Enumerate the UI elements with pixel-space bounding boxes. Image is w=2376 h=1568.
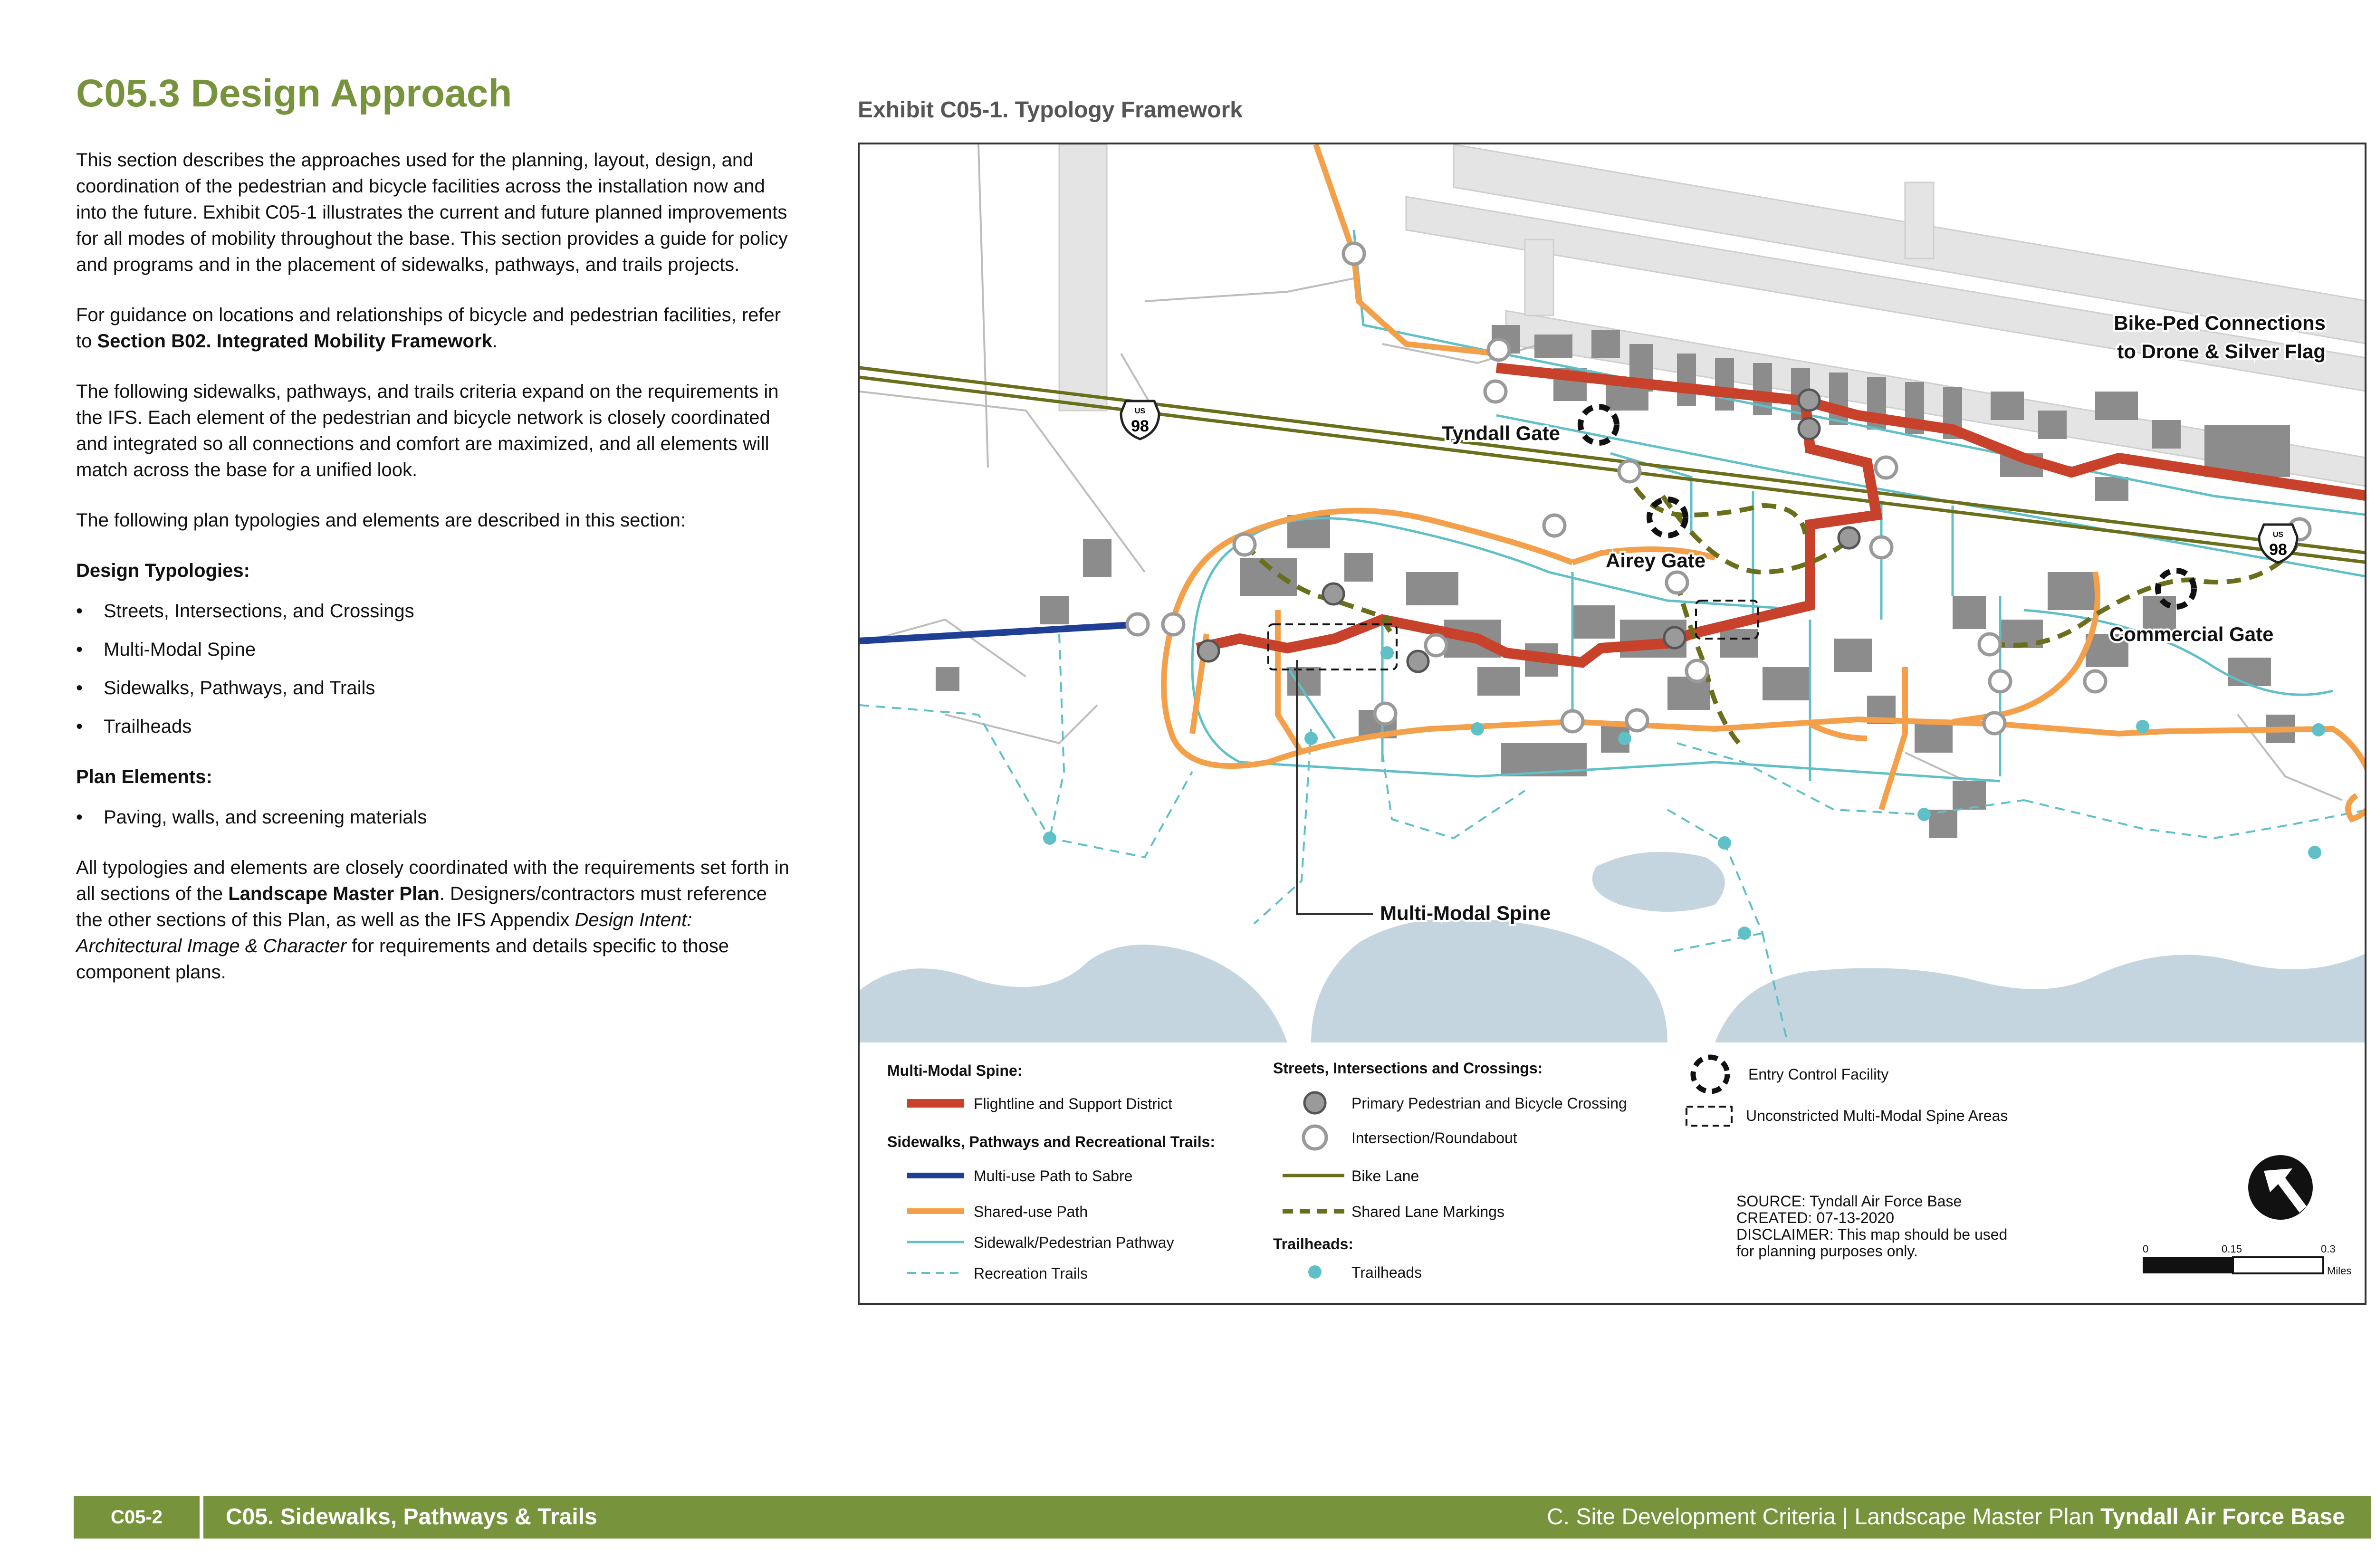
- legend-primary-crossing-symbol: [1304, 1092, 1325, 1113]
- map-legend: [887, 1057, 2008, 1282]
- closing-text-2: . Designers/contractors must reference the other sections of this Plan, as well as the IFS Appendix: [76, 883, 767, 930]
- legend-intersection-label: Intersection/Roundabout: [1351, 1129, 1517, 1147]
- plan-elements-list: [76, 804, 798, 831]
- typologies-intro: The following plan typologies and elements are described in this section:: [76, 510, 686, 531]
- created-line: CREATED: 07-13-2020: [1736, 1209, 1894, 1226]
- bike-ped-label-line1: Bike-Ped Connections: [2114, 312, 2326, 334]
- disclaimer-line-2: for planning purposes only.: [1736, 1243, 1918, 1260]
- guidance-paragraph: [76, 302, 798, 354]
- route-us-label: US: [1134, 407, 1146, 415]
- legend-ecf-label: Entry Control Facility: [1748, 1066, 1889, 1083]
- closing-text-1: All typologies and elements are closely coordinated with the requirements set forth in all sections of the: [76, 857, 789, 904]
- legend-flightline-label: Flightline and Support District: [974, 1095, 1172, 1112]
- footer-divider: [200, 1496, 203, 1539]
- exhibit-title: Exhibit C05-1. Typology Framework: [858, 97, 1243, 123]
- criteria-paragraph: The following sidewalks, pathways, and trails criteria expand on the requirements in the IFS. Each element of the pedestrian and bicycle network is closely coordinated and integrated so all connections and comfort are maximized, and all elements will match across the base for a unified look.: [76, 381, 779, 480]
- legend-unconstricted-symbol: [1686, 1107, 1732, 1126]
- closing-bold: Landscape Master Plan: [228, 883, 440, 904]
- typology-map: [860, 144, 2366, 1305]
- legend-sidewalk-label: Sidewalk/Pedestrian Pathway: [974, 1234, 1174, 1251]
- map-frame: [858, 143, 2366, 1305]
- legend-multiuse-label: Multi-use Path to Sabre: [974, 1167, 1133, 1185]
- source-line: SOURCE: Tyndall Air Force Base: [1736, 1193, 1962, 1210]
- legend-spine-heading: Multi-Modal Spine:: [887, 1062, 1023, 1079]
- scale-unit: Miles: [2327, 1265, 2352, 1277]
- commercial-gate-label: Commercial Gate: [2109, 623, 2274, 645]
- guidance-reference: Section B02. Integrated Mobility Framework: [97, 331, 492, 352]
- north-arrow-icon: [2248, 1155, 2313, 1220]
- footer-document-info: [1547, 1496, 2345, 1539]
- scale-label-end: 0.3: [2321, 1243, 2336, 1255]
- page-number: C05-2: [111, 1507, 163, 1528]
- legend-trailheads-label: Trailheads: [1351, 1264, 1422, 1281]
- footer-section: C05. Sidewalks, Pathways & Trails: [226, 1504, 597, 1530]
- list-item: • Trailheads: [76, 714, 798, 740]
- closing-text-3: for requirements and details specific to those component plans.: [76, 936, 729, 983]
- scale-label-mid: 0.15: [2222, 1243, 2242, 1255]
- airey-gate-label: Airey Gate: [1606, 549, 1706, 572]
- scale-label-0: 0: [2143, 1243, 2149, 1255]
- closing-italic: Design Intent: Architectural Image & Character: [76, 909, 692, 956]
- tyndall-gate-label: Tyndall Gate: [1442, 422, 1560, 444]
- plan-elements-heading: Plan Elements:: [76, 766, 212, 787]
- list-item: • Multi-Modal Spine: [76, 637, 798, 663]
- legend-bike-lane-label: Bike Lane: [1351, 1167, 1419, 1185]
- scale-bar: [2143, 1243, 2351, 1277]
- list-item: • Paving, walls, and screening materials: [76, 804, 798, 831]
- legend-shared-lane-label: Shared Lane Markings: [1351, 1203, 1504, 1220]
- footer-plan: Landscape Master Plan: [1854, 1504, 2094, 1530]
- legend-unconstricted-label: Unconstricted Multi-Modal Spine Areas: [1746, 1107, 2008, 1124]
- body-text: [76, 147, 798, 1010]
- legend-streets-heading: Streets, Intersections and Crossings:: [1273, 1060, 1543, 1077]
- guidance-text: For guidance on locations and relationships of bicycle and pedestrian facilities, refer to: [76, 305, 781, 352]
- page-title: C05.3 Design Approach: [76, 72, 512, 115]
- closing-paragraph: [76, 855, 798, 985]
- route-number-label: 98: [1131, 417, 1149, 435]
- legend-trailheads-heading: Trailheads:: [1273, 1235, 1353, 1252]
- intro-paragraph: This section describes the approaches used for the planning, layout, design, and coordination of the pedestrian and bicycle facilities across the installation now and into the future. Exhibit C05-1 illustrates the current and future planned improvements for all modes of mobility throughout the base. This section provides a guide for policy and programs and in the placement of sidewalks, pathways, and trails projects.: [76, 150, 788, 275]
- multi-modal-spine-label: Multi-Modal Spine: [1380, 902, 1551, 924]
- legend-paths-heading: Sidewalks, Pathways and Recreational Trails:: [887, 1133, 1216, 1150]
- legend-recreation-label: Recreation Trails: [974, 1265, 1088, 1282]
- footer-base: Tyndall Air Force Base: [2100, 1504, 2345, 1530]
- legend-shared-use-label: Shared-use Path: [974, 1203, 1088, 1220]
- bike-ped-label-line2: to Drone & Silver Flag: [2117, 340, 2326, 363]
- legend-ecf-symbol: [1693, 1057, 1727, 1091]
- list-item: • Streets, Intersections, and Crossings: [76, 598, 798, 624]
- design-typologies-heading: Design Typologies:: [76, 560, 250, 581]
- legend-primary-crossing-label: Primary Pedestrian and Bicycle Crossing: [1351, 1095, 1627, 1112]
- route-number-label: 98: [2269, 541, 2287, 559]
- footer-separator: |: [1842, 1504, 1849, 1530]
- footer-part: C. Site Development Criteria: [1547, 1504, 1836, 1530]
- list-item: • Sidewalks, Pathways, and Trails: [76, 675, 798, 701]
- legend-trailhead-symbol: [1308, 1265, 1322, 1279]
- page-footer: [74, 1496, 2371, 1539]
- disclaimer-line: DISCLAIMER: This map should be used: [1736, 1226, 2008, 1243]
- guidance-period: .: [492, 331, 498, 352]
- design-typologies-list: [76, 598, 798, 740]
- route-us-label: US: [2272, 531, 2284, 539]
- legend-intersection-symbol: [1303, 1126, 1326, 1149]
